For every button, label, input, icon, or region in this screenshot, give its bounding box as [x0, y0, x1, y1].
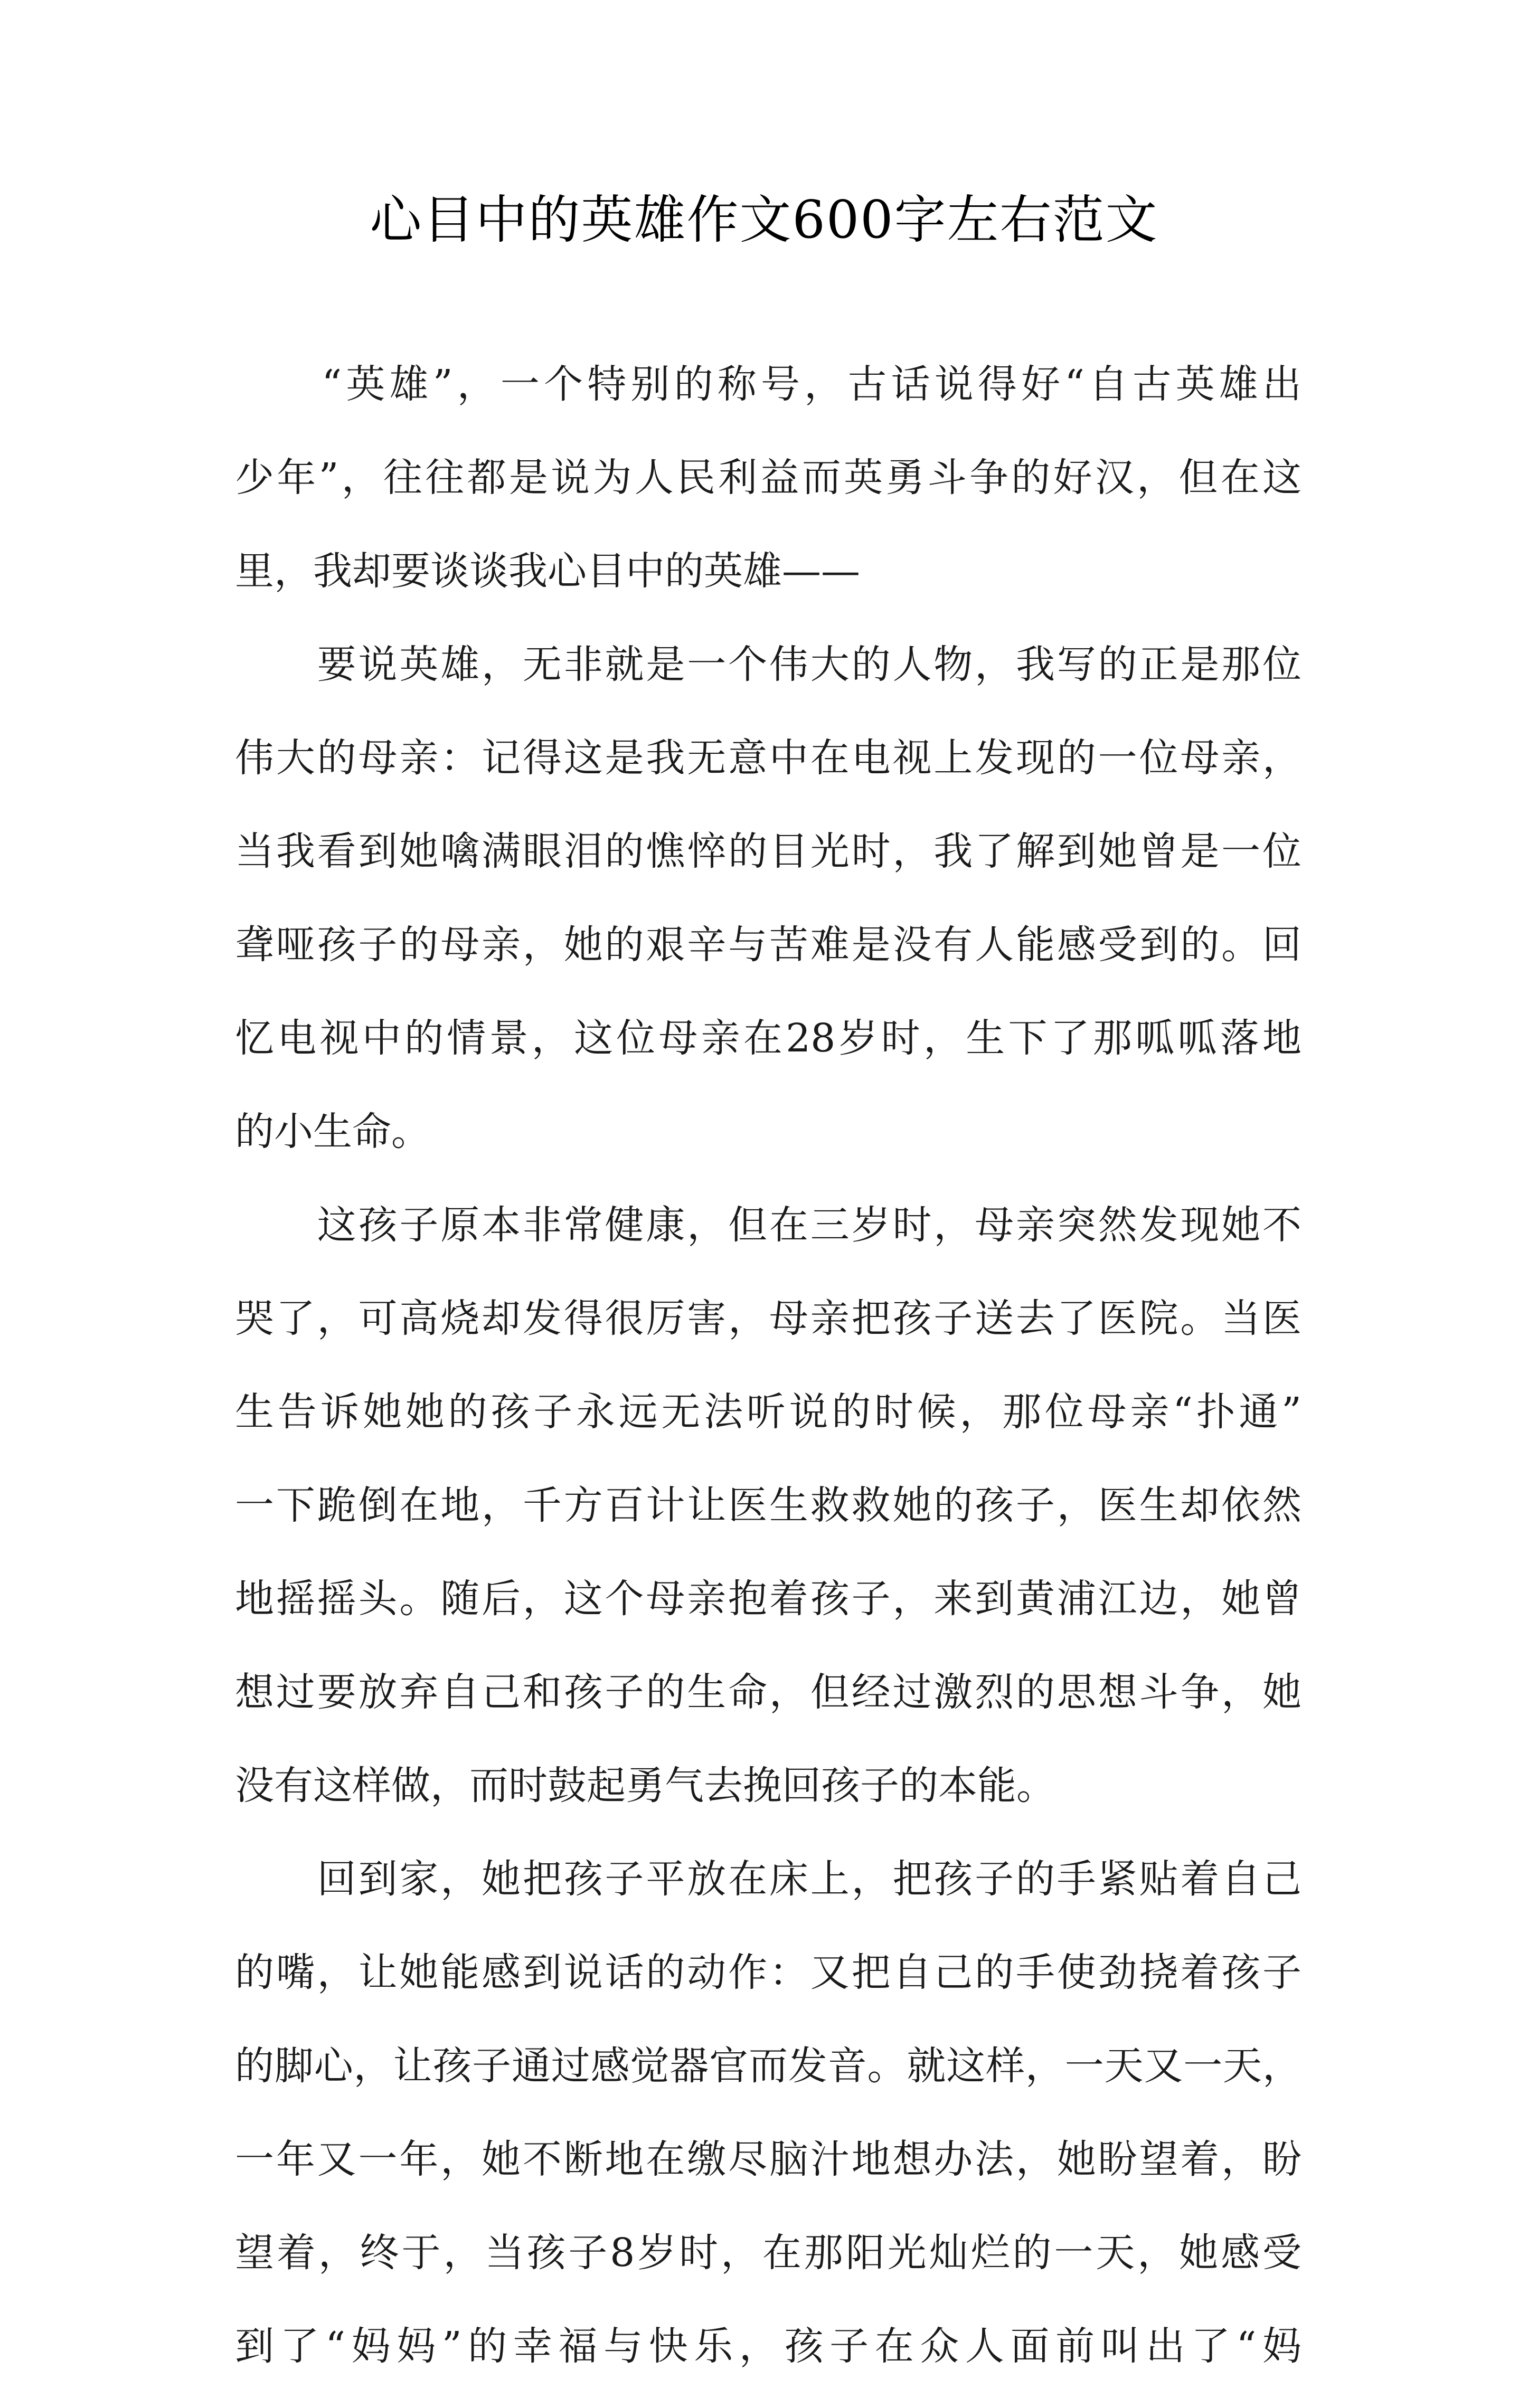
- text-line: 生告诉她她的孩子永远无法听说的时候，那位母亲“扑通”: [235, 1389, 1301, 1435]
- text-line: 一下跪倒在地，千方百计让医生救救她的孩子，医生却依然: [235, 1483, 1301, 1528]
- text-line: 想过要放弃自己和孩子的生命，但经过激烈的思想斗争，她: [235, 1670, 1301, 1715]
- document-body: [235, 353, 1301, 2408]
- text-line: 要说英雄，无非就是一个伟大的人物，我写的正是那位: [235, 642, 1301, 687]
- text-line: 忆电视中的情景，这位母亲在28岁时，生下了那呱呱落地: [235, 1016, 1301, 1061]
- text-line: 没有这样做，而时鼓起勇气去挽回孩子的本能。: [235, 1763, 1055, 1808]
- document-title: 心目中的英雄作文600字左右范文: [370, 190, 1158, 250]
- text-line: 里，我却要谈谈我心目中的英雄——: [235, 548, 860, 594]
- text-line: 的嘴，让她能感到说话的动作：又把自己的手使劲挠着孩子: [235, 1950, 1301, 1995]
- text-line: 的小生命。: [235, 1109, 430, 1154]
- text-line: 到了“妈妈”的幸福与快乐，孩子在众人面前叫出了“妈: [235, 2324, 1301, 2369]
- text-line: 地摇摇头。随后，这个母亲抱着孩子，来到黄浦江边，她曾: [235, 1576, 1301, 1622]
- text-line: 这孩子原本非常健康，但在三岁时，母亲突然发现她不: [235, 1202, 1301, 1248]
- text-line: 回到家，她把孩子平放在床上，把孩子的手紧贴着自己: [235, 1856, 1301, 1902]
- text-line: “英雄”，一个特别的称号，古话说得好“自古英雄出: [235, 362, 1301, 407]
- text-line: 当我看到她噙满眼泪的憔悴的目光时，我了解到她曾是一位: [235, 829, 1301, 874]
- text-line: 伟大的母亲：记得这是我无意中在电视上发现的一位母亲，: [235, 735, 1301, 781]
- text-line: 少年”，往往都是说为人民利益而英勇斗争的好汉，但在这: [235, 455, 1301, 500]
- text-line: 聋哑孩子的母亲，她的艰辛与苦难是没有人能感受到的。回: [235, 922, 1301, 968]
- text-line: 的脚心，让孩子通过感觉器官而发音。就这样，一天又一天，: [235, 2043, 1301, 2089]
- text-line: 哭了，可高烧却发得很厉害，母亲把孩子送去了医院。当医: [235, 1296, 1301, 1341]
- text-line: 望着，终于，当孩子8岁时，在那阳光灿烂的一天，她感受: [235, 2230, 1301, 2276]
- text-line: 一年又一年，她不断地在缴尽脑汁地想办法，她盼望着，盼: [235, 2137, 1301, 2182]
